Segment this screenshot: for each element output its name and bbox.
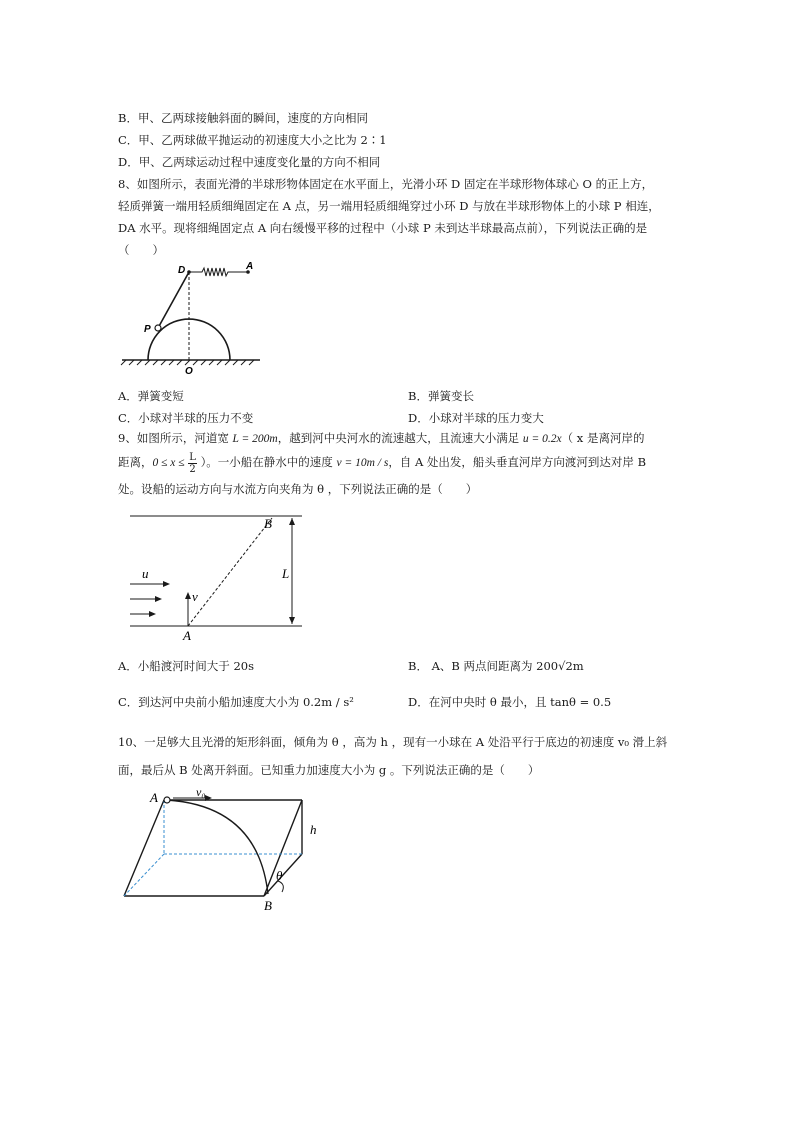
q10-stem-line1: 10、一足够大且光滑的矩形斜面，倾角为 θ ，高为 h ，现有一小球在 A 处沿平行于底边的初速度 v₀ 滑上斜	[118, 735, 668, 749]
q8-stem-line1: 8、如图所示，表面光滑的半球形物体固定在水平面上，光滑小环 D 固定在半球形物体球心 O 的正上方，	[118, 177, 654, 191]
q8-option-a: A．弹簧变短	[118, 389, 184, 403]
q10-label-theta: θ	[276, 868, 283, 883]
q10-label-v0: v₀	[196, 785, 206, 799]
q9-option-b: B． A、B 两点间距离为 200√2m	[408, 659, 584, 673]
q8-stem-line2: 轻质弹簧一端用轻质细绳固定在 A 点，另一端用轻质细绳穿过小环 D 与放在半球形物体上的小球 P 相连，	[118, 199, 660, 213]
q7-option-b: B．甲、乙两球接触斜面的瞬间，速度的方向相同	[118, 111, 368, 125]
q9-stem-line2: 距离，0 ≤ x ≤ $\frac{L}{2}$ ）。一小船在静水中的速度 v = 10m / s，自 A 处出发，船头垂直河岸方向渡河到达对岸 B	[118, 451, 647, 475]
q8-option-d: D．小球对半球的压力变大	[408, 411, 544, 425]
q9-stem-line3: 处。设船的运动方向与水流方向夹角为 θ ，下列说法正确的是（ ）	[118, 482, 478, 496]
q9-label-a: A	[183, 628, 191, 643]
q8-label-p: P	[144, 324, 151, 335]
q10-label-b: B	[264, 898, 272, 913]
q10-label-h: h	[310, 822, 317, 837]
q8-stem-line4: （ ）	[118, 243, 164, 257]
q9-fraction: $\frac{L}{2}$	[189, 451, 196, 475]
q9-option-d: D．在河中央时 θ 最小，且 tanθ = 0.5	[408, 695, 612, 709]
q9-option-c: C．到达河中央前小船加速度大小为 0.2m / s²	[118, 695, 354, 709]
q7-option-c: C．甲、乙两球做平抛运动的初速度大小之比为 2∶1	[118, 133, 387, 147]
q9-label-b: B	[264, 516, 272, 531]
q8-label-a: A	[246, 262, 254, 272]
q8-stem-line3: DA 水平。现将细绳固定点 A 向右缓慢平移的过程中（小球 P 未到达半球最高点前），下列说法正确的是	[118, 221, 648, 235]
q8-label-o: O	[185, 366, 193, 377]
q8-figure	[118, 262, 268, 377]
q9-option-a: A．小船渡河时间大于 20s	[118, 659, 254, 673]
q8-option-b: B．弹簧变长	[408, 389, 474, 403]
q9-label-u: u	[142, 566, 149, 581]
q8-label-d: D	[178, 265, 186, 276]
q9-label-v: v	[192, 589, 198, 604]
q9-label-l: L	[282, 566, 290, 581]
q9-figure	[124, 506, 310, 646]
q10-stem-line2: 面，最后从 B 处离开斜面。已知重力加速度大小为 g 。下列说法正确的是（ ）	[118, 763, 540, 777]
q10-figure	[118, 784, 330, 916]
q8-option-c: C．小球对半球的压力不变	[118, 411, 254, 425]
q10-label-a: A	[150, 790, 158, 805]
q9-stem-line1: 9、如图所示，河道宽 L = 200m，越到河中央河水的流速越大，且流速大小满足 u = 0.2x（ x 是离河岸的	[118, 431, 645, 445]
q7-option-d: D．甲、乙两球运动过程中速度变化量的方向不相同	[118, 155, 381, 169]
